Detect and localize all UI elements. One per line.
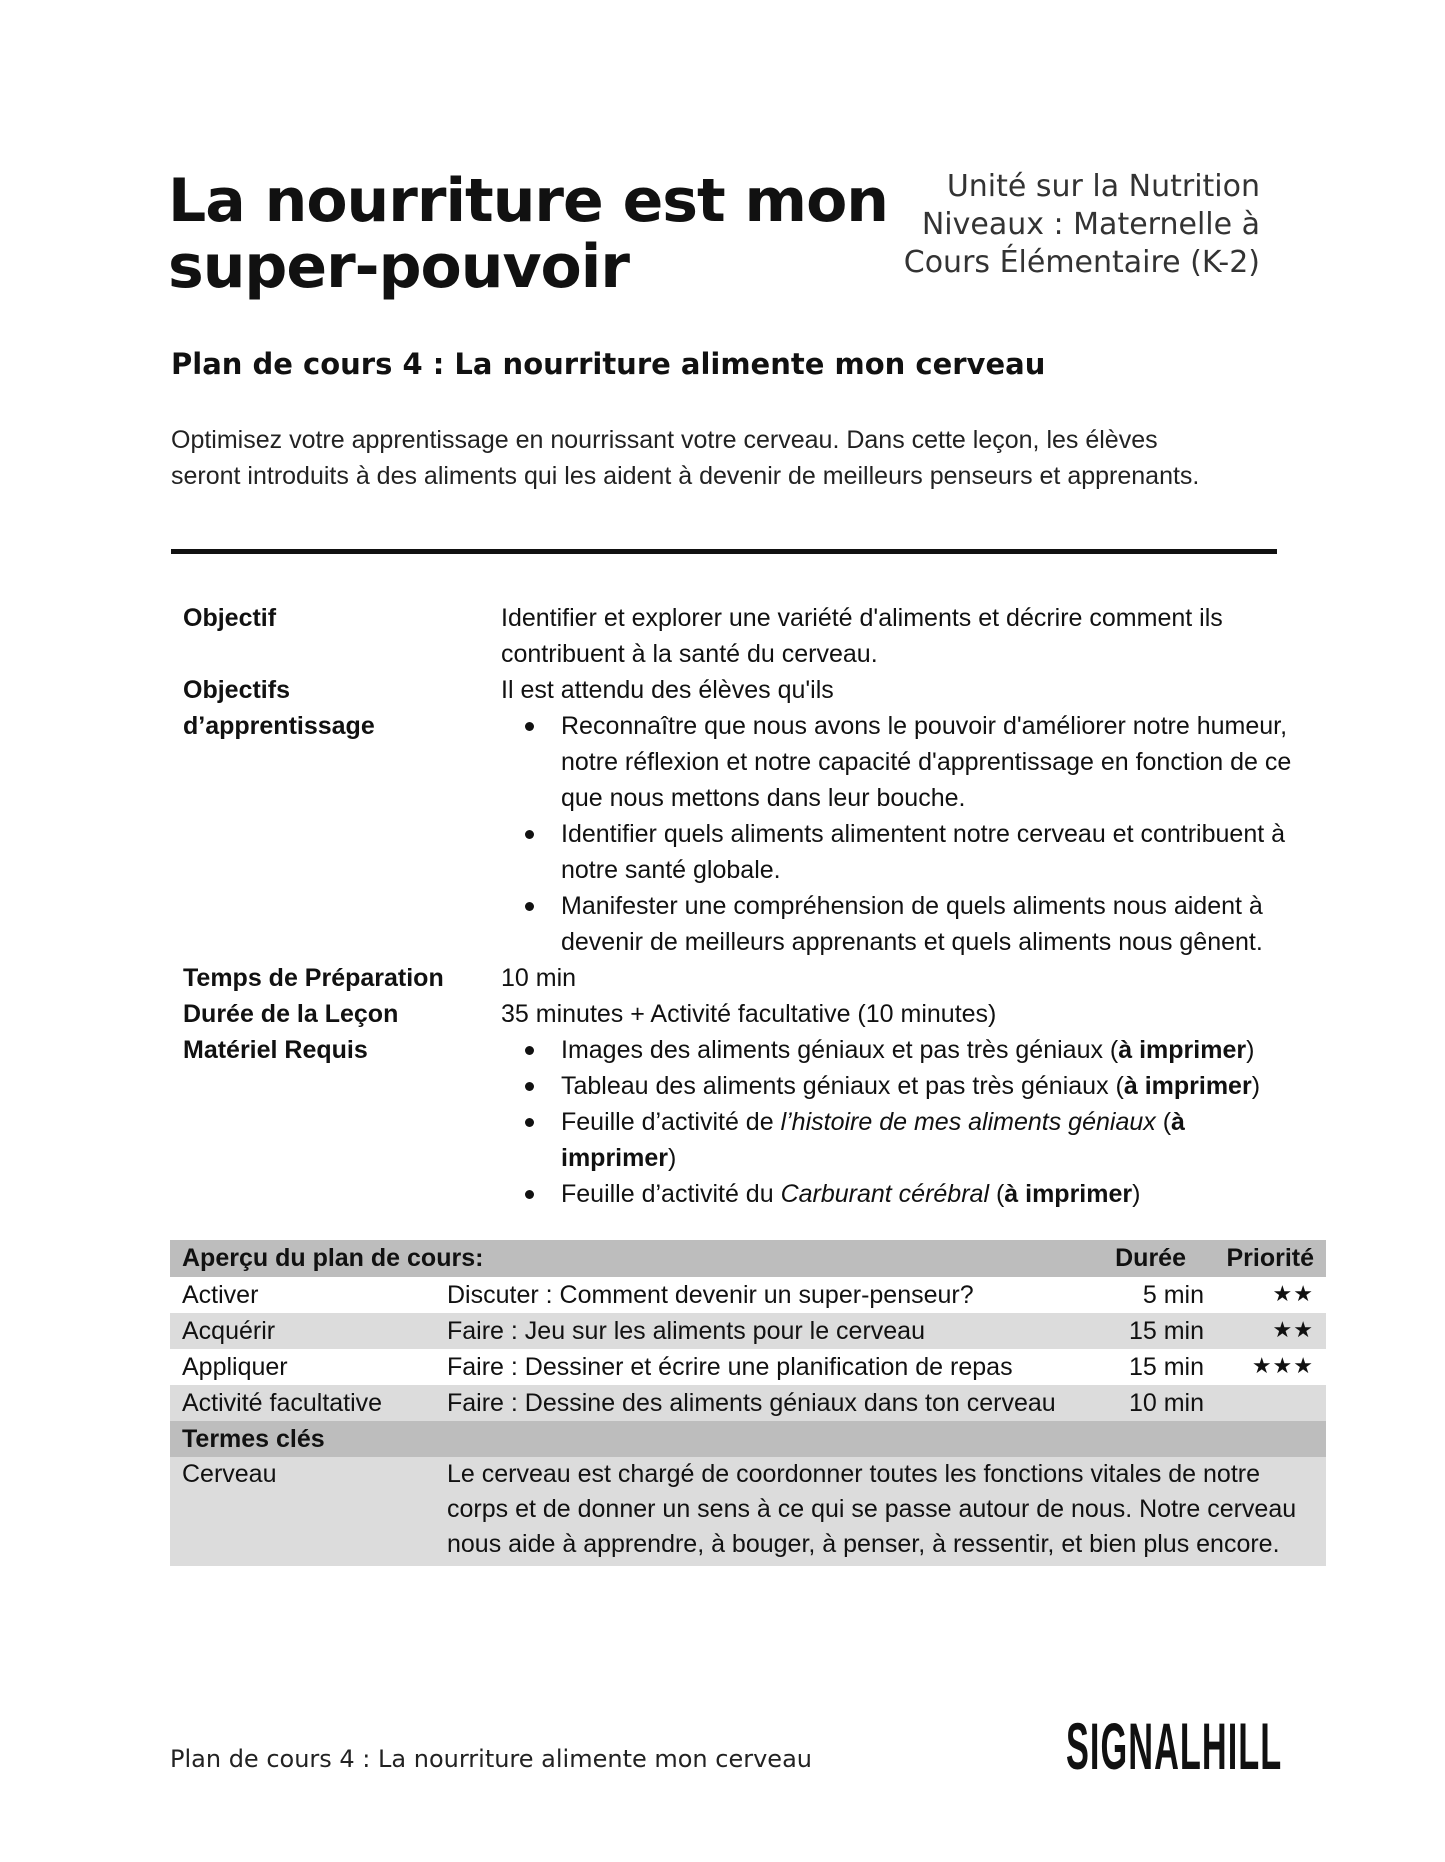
grade-levels-line2: Cours Élémentaire (K-2) — [903, 245, 1260, 280]
list-item: Manifester une compréhension de quels aliments nous aident à devenir de meilleurs apprenants et quels aliments nous gênent. — [561, 888, 1333, 960]
materials-list — [501, 1032, 1333, 1212]
activity-cell: Faire : Dessine des aliments géniaux dans ton cerveau — [447, 1389, 1056, 1417]
duration-cell: 10 min — [1128, 1389, 1204, 1417]
footer-lesson-title: Plan de cours 4 : La nourriture alimente mon cerveau — [170, 1745, 812, 1773]
learning-goals-label — [183, 672, 501, 960]
key-terms-header: Termes clés — [170, 1421, 1326, 1457]
table-row — [170, 1277, 1326, 1313]
print-link-label: à imprimer — [1004, 1180, 1133, 1208]
learning-goals-value — [501, 672, 1333, 960]
objective-value: Identifier et explorer une variété d'aliments et décrire comment ils contribuent à la santé du cerveau. — [501, 604, 1223, 668]
learning-goals-label-line1: Objectifs — [183, 676, 290, 704]
grade-levels-line1: Niveaux : Maternelle à — [921, 207, 1260, 242]
lesson-duration-value: 35 minutes + Activité facultative (10 minutes) — [501, 1000, 997, 1028]
term-definition: Le cerveau est chargé de coordonner toutes les fonctions vitales de notre corps et de donner un sens à ce qui se passe autour de nous. Notre cerveau nous aide à apprendre, à bouger, à penser, à ressentir, et bien plus encore. — [447, 1460, 1297, 1558]
priority-column-header: Priorité — [1226, 1244, 1314, 1272]
overview-title: Aperçu du plan de cours: — [182, 1244, 484, 1272]
material-title: l’histoire de mes aliments géniaux — [780, 1108, 1156, 1136]
list-item — [561, 1068, 1333, 1104]
list-item — [561, 1176, 1333, 1212]
material-text: Feuille d’activité de — [561, 1108, 781, 1136]
lesson-details — [183, 600, 1333, 1212]
lesson-title: Plan de cours 4 : La nourriture alimente mon cerveau — [171, 347, 1046, 381]
learning-goals-intro: Il est attendu des élèves qu'ils — [501, 676, 834, 704]
priority-stars: ★★★ — [1251, 1354, 1314, 1379]
list-item: Identifier quels aliments alimentent notre cerveau et contribuent à notre santé globale. — [561, 816, 1333, 888]
duration-column-header: Durée — [1115, 1244, 1186, 1272]
table-row — [170, 1385, 1326, 1421]
material-text-end: ) — [1251, 1072, 1261, 1100]
objective-label: Objectif — [183, 604, 277, 632]
material-title: Carburant cérébral — [780, 1180, 989, 1208]
material-text-end: ) — [1246, 1036, 1255, 1064]
print-link-label-part1: à — [1171, 1108, 1185, 1136]
phase-cell: Appliquer — [182, 1353, 288, 1381]
print-link-label: à imprimer — [1118, 1036, 1247, 1064]
material-text-end: ) — [1132, 1180, 1141, 1208]
phase-cell: Activité facultative — [182, 1389, 383, 1417]
overview-header — [170, 1240, 1326, 1277]
table-row — [170, 1313, 1326, 1349]
learning-goals-label-line2: d’apprentissage — [183, 712, 375, 740]
unit-name: Unité sur la Nutrition — [946, 169, 1260, 204]
main-title-line2: super-pouvoir — [168, 232, 629, 302]
intro-line1: Optimisez votre apprentissage en nourrissant votre cerveau. Dans cette leçon, les élèves — [171, 426, 1158, 454]
lesson-duration-label: Durée de la Leçon — [183, 1000, 399, 1028]
print-link-label: à imprimer — [1123, 1072, 1252, 1100]
prep-time-value: 10 min — [501, 964, 577, 992]
list-item: Reconnaître que nous avons le pouvoir d'améliorer notre humeur, notre réflexion et notre capacité d'apprentissage en fonction de ce que nous mettons dans leur bouche. — [561, 708, 1333, 816]
lesson-overview-table — [170, 1240, 1326, 1566]
list-item — [561, 1104, 1333, 1176]
material-text-end: ) — [667, 1144, 677, 1172]
key-term-row — [170, 1457, 1326, 1566]
main-title-line1: La nourriture est mon — [168, 166, 889, 236]
lesson-intro — [171, 422, 1301, 494]
activity-cell: Discuter : Comment devenir un super-penseur? — [447, 1281, 974, 1309]
materials-row — [183, 1032, 1333, 1212]
duration-cell: 15 min — [1128, 1353, 1204, 1381]
activity-cell: Faire : Dessiner et écrire une planification de repas — [447, 1353, 1013, 1381]
material-text: Images des aliments géniaux et pas très géniaux ( — [561, 1036, 1119, 1064]
prep-time-row — [183, 960, 1333, 996]
activity-cell: Faire : Jeu sur les aliments pour le cerveau — [447, 1317, 925, 1345]
term-name: Cerveau — [182, 1460, 277, 1488]
intro-line2: seront introduits à des aliments qui les aident à devenir de meilleurs penseurs et apprenants. — [171, 462, 1200, 490]
list-item — [561, 1032, 1333, 1068]
phase-cell: Activer — [182, 1281, 259, 1309]
material-text-mid: ( — [1155, 1108, 1172, 1136]
priority-stars: ★★ — [1272, 1282, 1314, 1307]
section-divider — [171, 549, 1277, 554]
table-row — [170, 1349, 1326, 1385]
print-link-label-part2: imprimer — [561, 1144, 668, 1172]
material-text: Tableau des aliments géniaux et pas très géniaux ( — [561, 1072, 1124, 1100]
duration-cell: 15 min — [1128, 1317, 1204, 1345]
learning-goals-list — [501, 708, 1333, 960]
duration-cell: 5 min — [1142, 1281, 1204, 1309]
materials-value — [501, 1032, 1333, 1212]
unit-info — [840, 168, 1260, 282]
priority-stars: ★★ — [1272, 1318, 1314, 1343]
materials-label: Matériel Requis — [183, 1036, 368, 1064]
signalhill-logo: SIGNALHILL — [1066, 1709, 1283, 1783]
lesson-duration-row — [183, 996, 1333, 1032]
learning-goals-row — [183, 672, 1333, 960]
phase-cell: Acquérir — [182, 1317, 276, 1345]
objective-row — [183, 600, 1333, 672]
prep-time-label: Temps de Préparation — [183, 964, 444, 992]
material-text-mid: ( — [989, 1180, 1005, 1208]
material-text: Feuille d’activité du — [561, 1180, 781, 1208]
main-title — [168, 168, 888, 300]
